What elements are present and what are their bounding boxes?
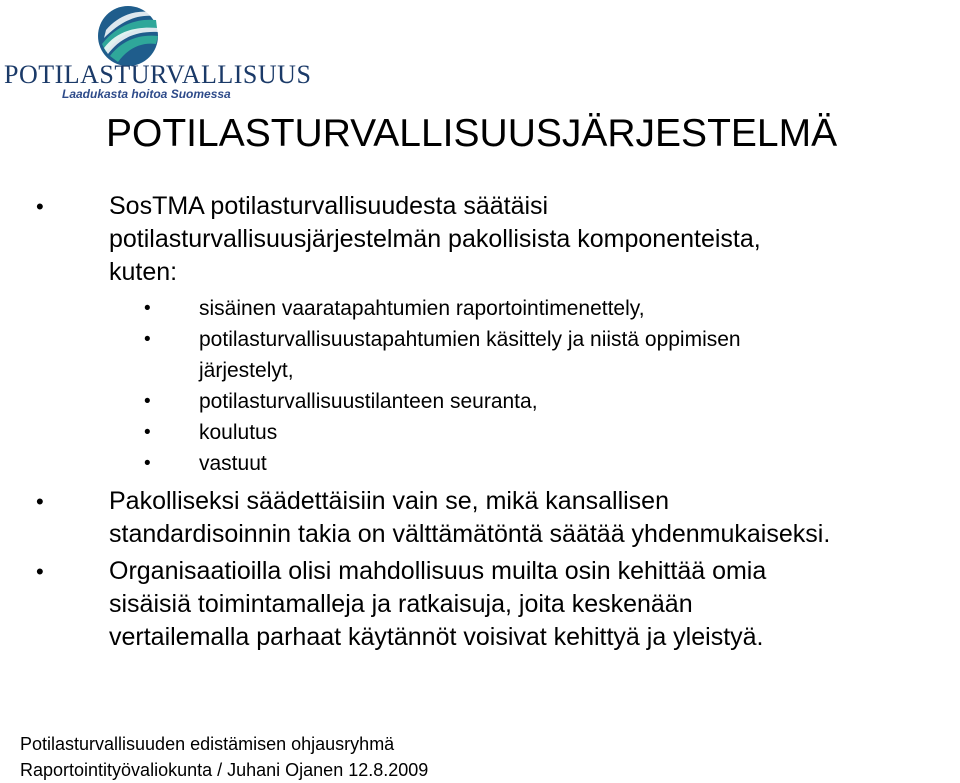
globe-logo-icon [96,4,160,68]
bullet-1 [0,190,960,289]
bullet-3-line: vertailemalla parhaat käytännöt voisivat kehittyä ja yleistyä. [109,623,764,651]
bullet-2 [0,485,960,551]
sub-bullet-4 [0,417,960,448]
bullet-1-line: kuten: [109,258,178,286]
bullet-icon: • [144,329,151,350]
sub-bullet-line: koulutus [199,421,278,444]
slide-body [0,190,960,654]
sub-bullet-5 [0,448,960,479]
sub-bullet-line: potilasturvallisuustilanteen seuranta, [199,390,538,413]
bullet-2-line: standardisoinnin takia on välttämätöntä säätää yhdenmukaiseksi. [109,520,831,548]
logo-tagline: Laadukasta hoitoa Suomessa [62,87,231,101]
bullet-icon: • [144,298,151,319]
bullet-icon: • [144,391,151,412]
footer-line-1: Potilasturvallisuuden edistämisen ohjausryhmä [20,734,395,754]
sub-bullet-line: potilasturvallisuustapahtumien käsittely ja niistä oppimisen [199,328,741,351]
bullet-icon: • [36,489,44,514]
sub-bullet-line: vastuut [199,452,267,475]
sub-bullet-line: sisäinen vaaratapahtumien raportointimenettely, [199,297,645,320]
sub-bullet-1 [0,293,960,324]
bullet-2-line: Pakolliseksi säädettäisiin vain se, mikä kansallisen [109,487,669,515]
sub-bullet-line: järjestelyt, [199,359,294,382]
bullet-icon: • [144,453,151,474]
bullet-icon: • [36,194,44,219]
logo [0,0,312,110]
sub-bullet-3 [0,386,960,417]
bullet-icon: • [36,559,44,584]
bullet-3-line: sisäisiä toimintamalleja ja ratkaisuja, joita keskenään [109,590,693,618]
footer-line-2: Raportointityövaliokunta / Juhani Ojanen 12.8.2009 [20,760,429,780]
bullet-icon: • [144,422,151,443]
slide-title: POTILASTURVALLISUUSJÄRJESTELMÄ [106,112,838,155]
footer [20,731,428,783]
bullet-1-line: SosTMA potilasturvallisuudesta säätäisi [109,192,549,220]
bullet-3 [0,555,960,654]
bullet-1-line: potilasturvallisuusjärjestelmän pakollisista komponenteista, [109,225,761,253]
logo-name: POTILASTURVALLISUUS [4,60,312,89]
bullet-3-line: Organisaatioilla olisi mahdollisuus muilta osin kehittää omia [109,557,767,585]
sub-bullet-2 [0,324,960,386]
